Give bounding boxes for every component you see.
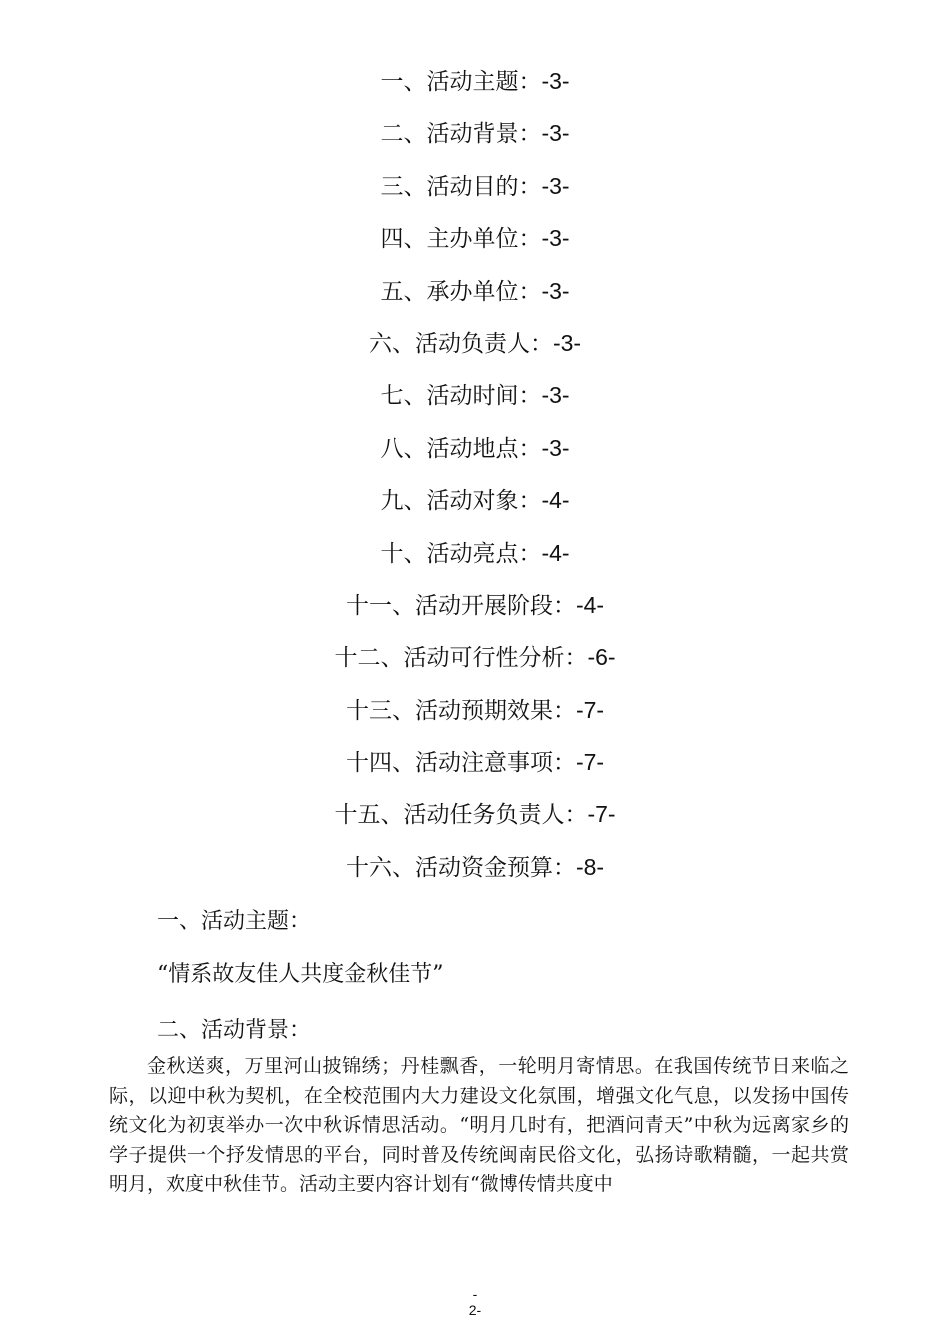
toc-entry[interactable]	[0, 691, 950, 743]
toc-entry[interactable]	[0, 167, 950, 219]
toc-entry-page: -4-	[575, 591, 605, 618]
toc-entry-page: -7-	[575, 696, 605, 723]
toc-entry-label: 五、承办单位：	[380, 278, 542, 305]
toc-entry-page: -8-	[575, 853, 605, 880]
toc-entry-label: 七、活动时间：	[380, 383, 542, 410]
toc-entry[interactable]	[0, 324, 950, 376]
toc-entry-page: -4-	[541, 539, 570, 566]
toc-entry-page: -3-	[541, 120, 570, 147]
page-number-top: -	[472, 1286, 478, 1302]
background-paragraph: 金秋送爽，万里河山披锦绣；丹桂飘香，一轮明月寄情思。在我国传统节日来临之际，以迎中秋为契机，在全校范围内大力建设文化氛围，增强文化气息，以发扬中国传统文化为初衷举办一次中秋诉情思活动。“明月几时有，把酒问青天”中秋为远离家乡的学子提供一个抒发情思的平台，同时普及传统闽南民俗文化，弘扬诗歌精髓，一起共赏明月，欢度中秋佳节。活动主要内容计划有“微博传情共度中	[109, 1055, 849, 1195]
theme-quote: “情系故友佳人共度金秋佳节”	[157, 962, 444, 987]
toc-entry[interactable]	[0, 114, 950, 166]
toc-entry[interactable]	[0, 429, 950, 481]
toc-entry-page: -4-	[541, 487, 570, 514]
toc-entry-label: 十三、活动预期效果：	[345, 697, 576, 724]
toc-entry-label: 十二、活动可行性分析：	[334, 645, 588, 672]
page-number-bottom: 2-	[468, 1302, 482, 1318]
toc-entry-page: -3-	[541, 277, 570, 304]
toc-entry-label: 一、活动主题：	[380, 69, 542, 95]
toc-entry-label: 十、活动亮点：	[380, 540, 542, 567]
toc-entry-label: 十一、活动开展阶段：	[345, 592, 576, 619]
toc-entry[interactable]	[0, 848, 950, 900]
toc-entry-label: 二、活动背景：	[380, 121, 542, 148]
toc-entry-page: -3-	[552, 329, 582, 356]
toc-entry-page: -7-	[587, 801, 616, 828]
toc-entry[interactable]	[0, 62, 950, 114]
toc-entry-page: -3-	[541, 225, 570, 252]
toc-entry-label: 九、活动对象：	[380, 488, 542, 515]
toc-entry[interactable]	[0, 219, 950, 271]
toc-entry[interactable]	[0, 795, 950, 847]
toc-entry-page: -3-	[541, 68, 570, 94]
toc-entry[interactable]	[0, 534, 950, 586]
page-number	[0, 1286, 950, 1318]
toc-entry-label: 六、活动负责人：	[368, 330, 553, 357]
toc-entry[interactable]	[0, 743, 950, 795]
toc-entry-label: 三、活动目的：	[380, 173, 542, 200]
section-heading-background: 二、活动背景：	[157, 1018, 312, 1043]
toc-entry-label: 四、主办单位：	[380, 226, 542, 253]
toc-entry[interactable]	[0, 638, 950, 690]
toc-entry-label: 十六、活动资金预算：	[345, 854, 576, 881]
toc-entry-page: -3-	[541, 172, 570, 199]
toc-entry-label: 十五、活动任务负责人：	[334, 802, 588, 829]
section-heading-theme: 一、活动主题：	[157, 909, 312, 934]
toc-entry-label: 十四、活动注意事项：	[345, 750, 576, 777]
toc-entry[interactable]	[0, 376, 950, 428]
toc-entry[interactable]	[0, 586, 950, 638]
toc-entry[interactable]	[0, 272, 950, 324]
toc-entry-label: 八、活动地点：	[380, 435, 542, 462]
toc-entry-page: -3-	[541, 434, 570, 461]
table-of-contents	[0, 62, 950, 900]
toc-entry-page: -3-	[541, 382, 570, 409]
toc-entry-page: -6-	[587, 644, 616, 671]
toc-entry[interactable]	[0, 481, 950, 533]
toc-entry-page: -7-	[575, 749, 605, 776]
